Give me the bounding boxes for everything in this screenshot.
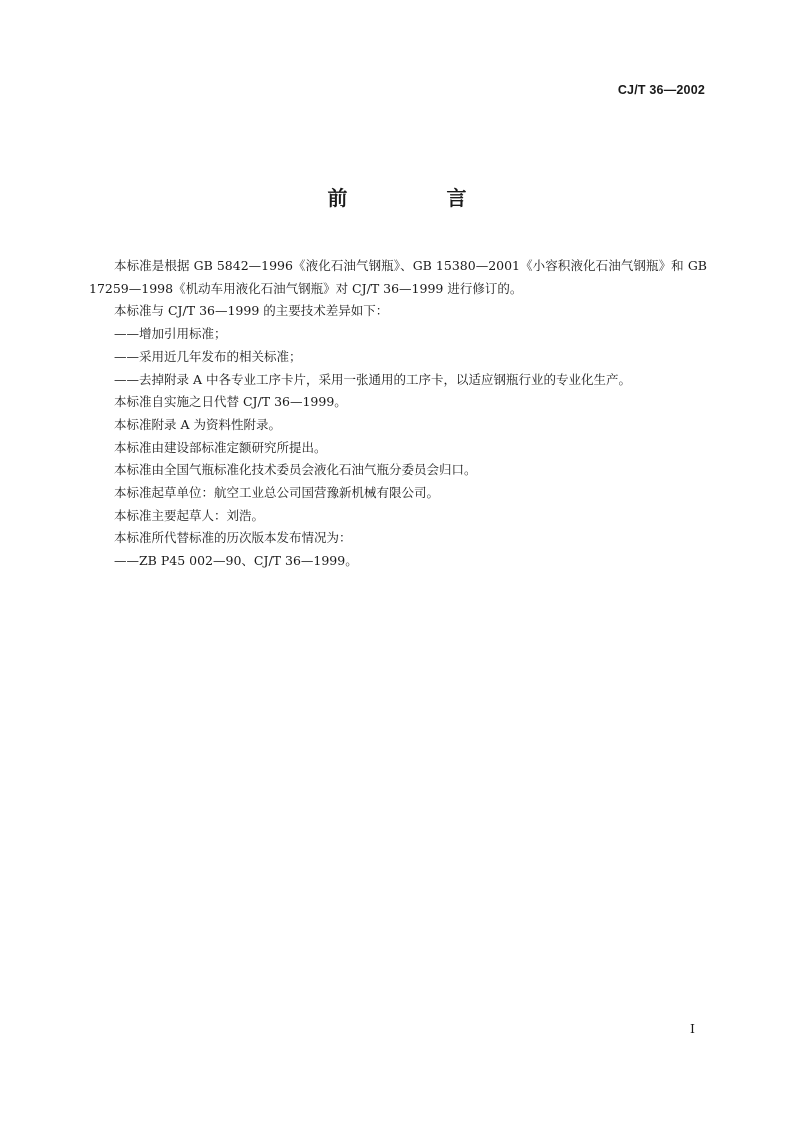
list-item-difference: ——增加引用标准； bbox=[114, 326, 227, 342]
paragraph-proposer: 本标准由建设部标准定额研究所提出。 bbox=[114, 439, 327, 455]
paragraph-appendix: 本标准附录 A 为资料性附录。 bbox=[114, 416, 281, 432]
page-number: I bbox=[690, 1021, 695, 1036]
paragraph-history-intro: 本标准所代替标准的历次版本发布情况为： bbox=[114, 530, 352, 546]
foreword-body bbox=[89, 255, 707, 573]
page-title: 前 言 bbox=[327, 186, 513, 210]
list-item-difference: ——去掉附录 A 中各专业工序卡片，采用一张通用的工序卡，以适应钢瓶行业的专业化生产。 bbox=[114, 371, 631, 387]
paragraph-administrator: 本标准由全国气瓶标准化技术委员会液化石油气瓶分委员会归口。 bbox=[114, 462, 477, 478]
paragraph-drafting-unit: 本标准起草单位：航空工业总公司国营豫新机械有限公司。 bbox=[114, 485, 440, 501]
paragraph-replacement: 本标准自实施之日代替 CJ/T 36—1999。 bbox=[114, 394, 347, 410]
paragraph-drafters: 本标准主要起草人：刘浩。 bbox=[114, 507, 265, 523]
paragraph-differences-intro: 本标准与 CJ/T 36—1999 的主要技术差异如下： bbox=[114, 303, 389, 319]
paragraph-revision-basis: 本标准是根据 GB 5842—1996《液化石油气钢瓶》、GB 15380—2001《小容积液化石油气钢瓶》和 GB 17259—1998《机动车用液化石油气钢瓶》对 CJ/T 36—1999 进行修订的。 bbox=[89, 258, 707, 296]
list-item-difference: ——采用近几年发布的相关标准； bbox=[114, 348, 302, 364]
document-code: CJ/T 36—2002 bbox=[617, 83, 705, 97]
list-item-history: ——ZB P45 002—90、CJ/T 36—1999。 bbox=[114, 553, 358, 569]
